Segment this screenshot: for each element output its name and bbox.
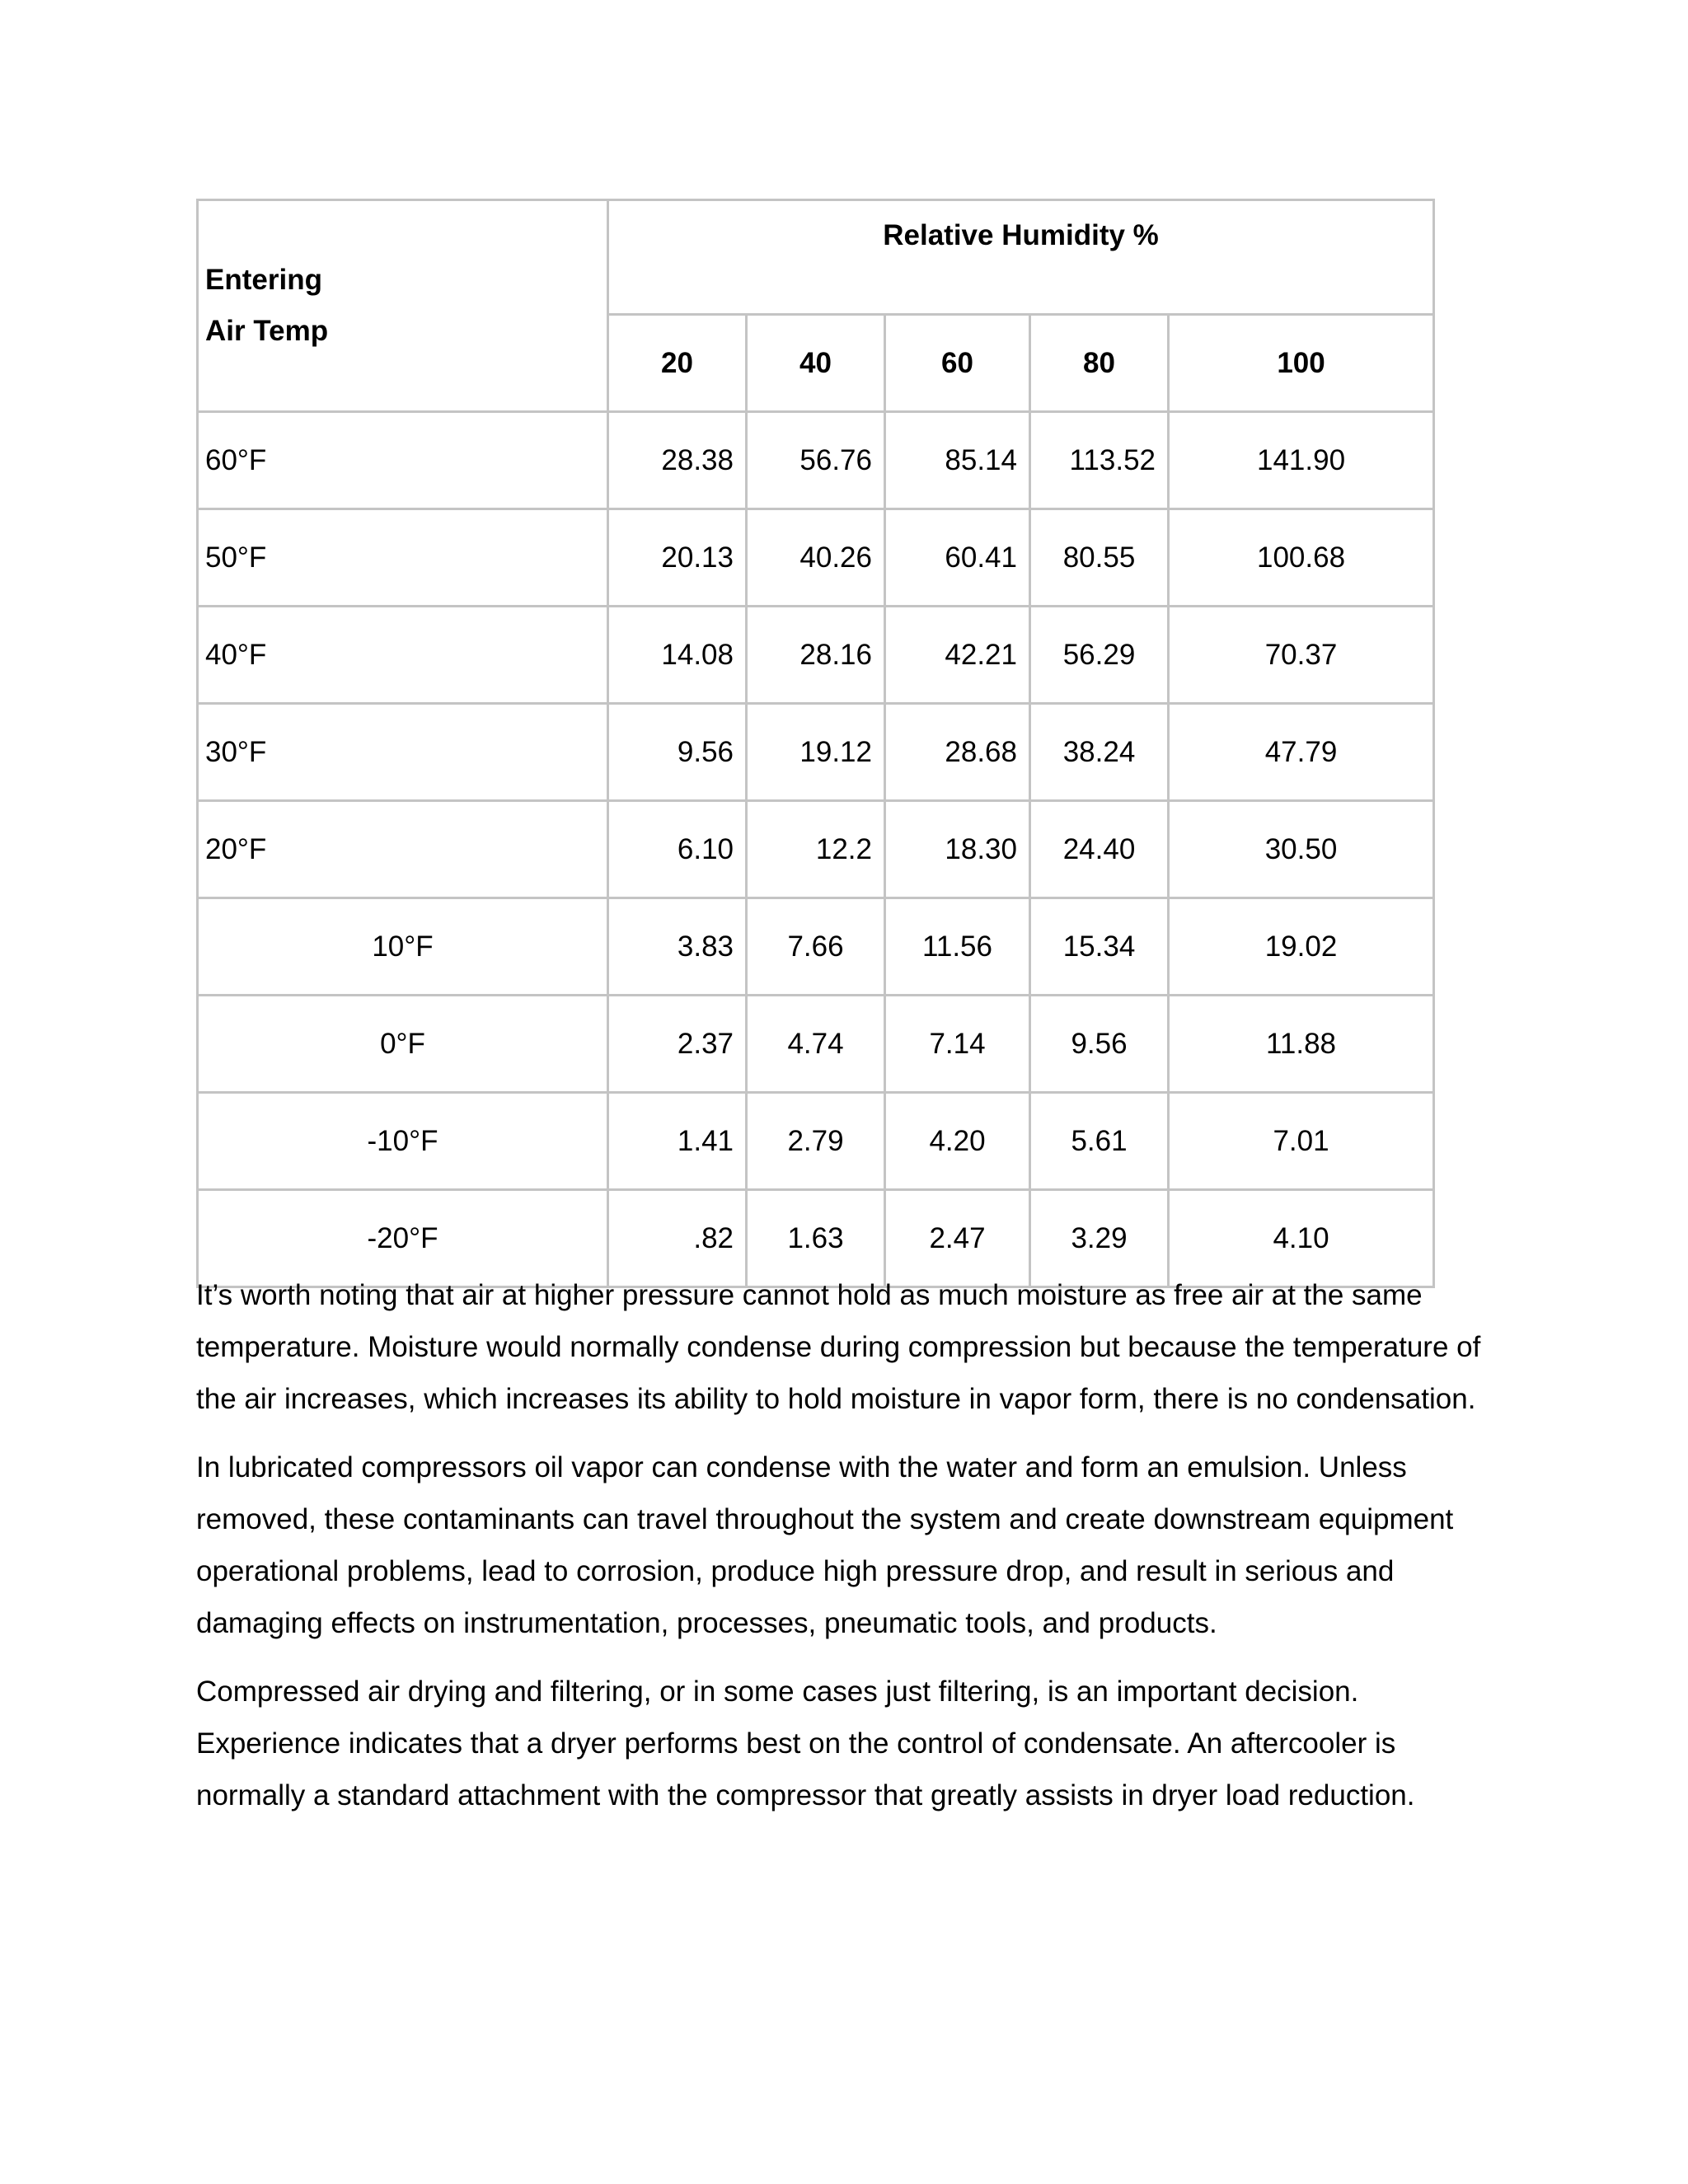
value-cell: 6.10 [608,801,747,898]
value-cell: 42.21 [885,607,1030,704]
value-cell: 11.56 [885,898,1030,996]
rh-column-header: 20 [608,315,747,412]
value-cell: 113.52 [1030,412,1169,509]
temp-cell: -10°F [198,1093,608,1190]
paragraph: Compressed air drying and filtering, or in some cases just filtering, is an important decision. Experience indicates that a dryer performs best on the control of condensate. An aftercooler is normally a standard attachment with the compressor that greatly assists in dryer load reduction. [196,1675,1415,1811]
table-row [198,509,1434,607]
value-cell: 30.50 [1169,801,1434,898]
table-row [198,898,1434,996]
paragraph: It’s worth noting that air at higher pressure cannot hold as much moisture as free air at the same temperature. Moisture would normally condense during compression but because the temperature of the air increases, which increases its ability to hold moisture in vapor form, there is no condensation. [196,1279,1481,1415]
value-cell: 40.26 [747,509,885,607]
value-cell: 7.14 [885,996,1030,1093]
moisture-table [196,199,1435,1288]
temp-header-line1: Entering [205,264,322,296]
rh-column-header: 80 [1030,315,1169,412]
temp-cell: 60°F [198,412,608,509]
value-cell: 19.02 [1169,898,1434,996]
value-cell: 2.37 [608,996,747,1093]
temp-cell: 0°F [198,996,608,1093]
value-cell: 28.68 [885,704,1030,801]
relative-humidity-header: Relative Humidity % [608,200,1434,315]
value-cell: 60.41 [885,509,1030,607]
value-cell: 47.79 [1169,704,1434,801]
value-cell: 2.79 [747,1093,885,1190]
value-cell: 56.76 [747,412,885,509]
value-cell: 85.14 [885,412,1030,509]
rh-column-header: 100 [1169,315,1434,412]
value-cell: 18.30 [885,801,1030,898]
value-cell: 19.12 [747,704,885,801]
value-cell: 4.20 [885,1093,1030,1190]
value-cell: 38.24 [1030,704,1169,801]
value-cell: 20.13 [608,509,747,607]
value-cell: 28.16 [747,607,885,704]
value-cell: 3.29 [1030,1190,1169,1287]
value-cell: 9.56 [1030,996,1169,1093]
rh-column-header: 60 [885,315,1030,412]
value-cell: 14.08 [608,607,747,704]
value-cell: 100.68 [1169,509,1434,607]
value-cell: 141.90 [1169,412,1434,509]
value-cell: 2.47 [885,1190,1030,1287]
value-cell: 7.01 [1169,1093,1434,1190]
value-cell: 4.74 [747,996,885,1093]
value-cell: 80.55 [1030,509,1169,607]
value-cell: 7.66 [747,898,885,996]
temp-cell: -20°F [198,1190,608,1287]
paragraph: In lubricated compressors oil vapor can condense with the water and form an emulsion. Unless removed, these contaminants can travel throughout the system and create downstream equipment operational problems, lead to corrosion, produce high pressure drop, and result in serious and damaging effects on instrumentation, processes, pneumatic tools, and products. [196,1451,1454,1639]
value-cell: 28.38 [608,412,747,509]
value-cell: 12.2 [747,801,885,898]
temp-cell: 20°F [198,801,608,898]
temp-cell: 10°F [198,898,608,996]
table-row [198,704,1434,801]
temp-cell: 40°F [198,607,608,704]
value-cell: 3.83 [608,898,747,996]
body-text [196,1269,1482,1838]
table-row [198,801,1434,898]
rh-column-header: 40 [747,315,885,412]
table-row [198,412,1434,509]
entering-air-temp-header [198,200,608,412]
value-cell: 4.10 [1169,1190,1434,1287]
value-cell: .82 [608,1190,747,1287]
table-row [198,996,1434,1093]
value-cell: 11.88 [1169,996,1434,1093]
value-cell: 1.41 [608,1093,747,1190]
table-row [198,1093,1434,1190]
value-cell: 9.56 [608,704,747,801]
temp-cell: 50°F [198,509,608,607]
value-cell: 70.37 [1169,607,1434,704]
table-row [198,607,1434,704]
value-cell: 15.34 [1030,898,1169,996]
temp-cell: 30°F [198,704,608,801]
value-cell: 24.40 [1030,801,1169,898]
value-cell: 5.61 [1030,1093,1169,1190]
value-cell: 1.63 [747,1190,885,1287]
value-cell: 56.29 [1030,607,1169,704]
temp-header-line2: Air Temp [205,315,329,347]
